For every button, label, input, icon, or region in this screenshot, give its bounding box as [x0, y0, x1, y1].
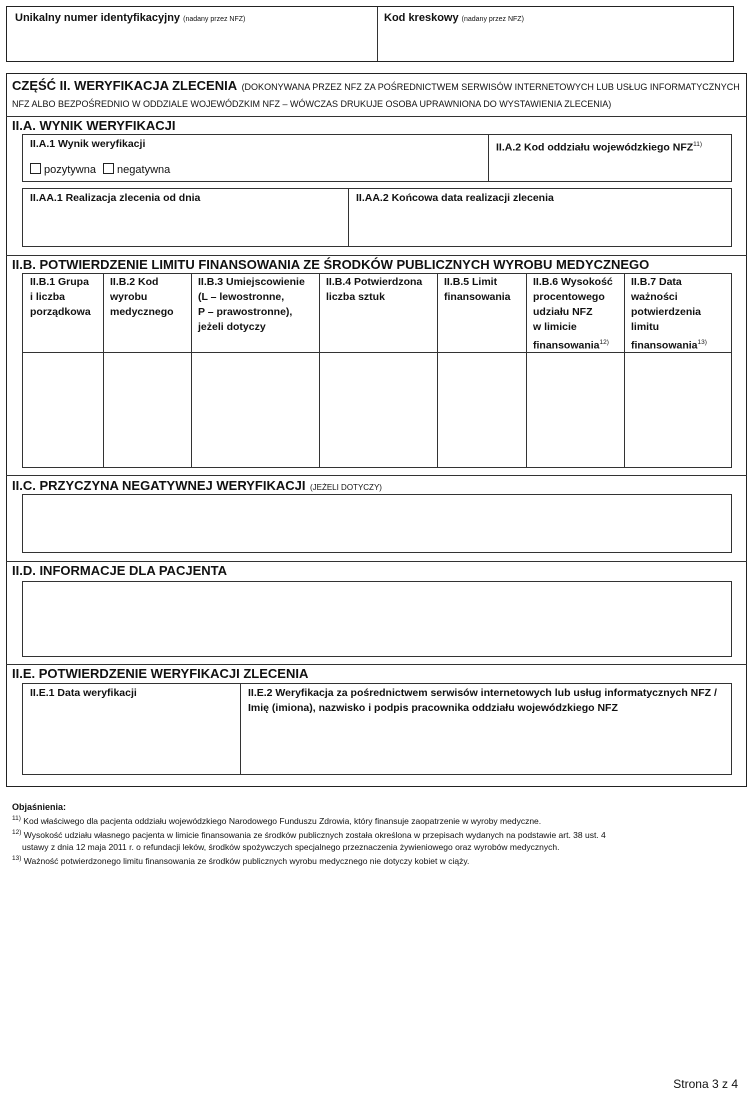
section-e-box	[22, 683, 732, 775]
table-header-line: II.B.6 Wysokość	[533, 276, 613, 288]
table-header-cell	[110, 275, 174, 320]
positive-label: pozytywna	[44, 164, 96, 176]
a1-options	[30, 163, 170, 176]
e1-label: II.E.1 Data weryfikacji	[30, 687, 137, 699]
table-header-line: II.B.5 Limit	[444, 276, 498, 288]
footnote-11-text: Kod właściwego dla pacjenta oddziału wojewódzkiego Narodowego Funduszu Zdrowia, który finansuje zaopatrzenie w wyroby medyczne.	[23, 815, 542, 826]
table-header-sup: 12)	[599, 339, 609, 346]
part2-title: CZĘŚĆ II. WERYFIKACJA ZLECENIA	[12, 78, 238, 93]
a2-sup: 11)	[693, 141, 703, 148]
table-header-cell	[444, 275, 511, 305]
table-header-line: ważności	[631, 291, 678, 303]
e2-label	[248, 686, 728, 716]
a2-label: II.A.2 Kod oddziału wojewódzkiego NFZ	[496, 141, 694, 154]
aa1-label: II.AA.1 Realizacja zlecenia od dnia	[30, 192, 201, 204]
table-header-line: II.B.2 Kod	[110, 276, 159, 288]
section-d-input[interactable]	[22, 581, 732, 657]
barcode-label-wrap	[384, 12, 524, 24]
footnote-12-cont: ustawy z dnia 12 maja 2011 r. o refundacji leków, środków spożywczych specjalnego przeznaczenia żywieniowego oraz wyrobów medycznych.	[22, 841, 560, 852]
table-header-line: finansowania	[444, 291, 511, 303]
table-header-line: P – prawostronne),	[198, 306, 293, 318]
barcode-label: Kod kreskowy	[384, 12, 459, 24]
table-header-cell	[631, 275, 707, 354]
part2-header	[12, 78, 742, 112]
table-header-line: limitu	[631, 321, 659, 333]
table-header-line: w limicie	[533, 321, 577, 333]
id-label: Unikalny numer identyfikacyjny	[15, 12, 181, 24]
footnote-12-sup: 12)	[12, 828, 22, 836]
table-header-line: finansowania	[631, 339, 698, 352]
part2-desc-1: (DOKONYWANA PRZEZ NFZ ZA POŚREDNICTWEM SERWISÓW INTERNETOWYCH LUB USŁUG INFORMATYCZNYCH	[241, 82, 740, 92]
table-header-cell	[198, 275, 305, 335]
footnote-13	[12, 853, 742, 867]
negative-checkbox[interactable]	[103, 163, 114, 174]
footnote-13-text: Ważność potwierdzonego limitu finansowania ze środków publicznych wyrobu medycznego nie dotyczy kobiet w ciąży.	[23, 855, 470, 866]
footnotes	[12, 801, 742, 866]
negative-label: negatywna	[117, 164, 171, 176]
footnote-12-text-1: Wysokość udziału własnego pacjenta w limicie finansowania ze środków publicznych została określona w przepisach wydanych na podstawie art. 38 ust. 4	[23, 829, 606, 840]
table-header-line: medycznego	[110, 306, 174, 318]
table-header-line: i liczba	[30, 291, 66, 303]
footnote-11-sup: 11)	[12, 815, 21, 822]
table-header-line: porządkowa	[30, 306, 91, 318]
table-header-line: finansowania	[533, 339, 600, 352]
id-note: (nadany przez NFZ)	[183, 16, 246, 23]
table-header-sup: 13)	[697, 339, 707, 346]
section-aa-box	[22, 188, 732, 247]
aa2-label: II.AA.2 Końcowa data realizacji zlecenia	[356, 192, 554, 204]
table-header-line: potwierdzenia	[631, 306, 702, 318]
table-header-line: II.B.4 Potwierdzona	[326, 276, 423, 288]
table-header-line: (L – lewostronne,	[198, 291, 285, 303]
a1-label: II.A.1 Wynik weryfikacji	[30, 138, 146, 150]
section-c-title: II.C. PRZYCZYNA NEGATYWNEJ WERYFIKACJI	[12, 478, 306, 493]
part2-desc-2: NFZ ALBO BEZPOŚREDNIO W ODDZIALE WOJEWÓDZKIM NFZ – WÓWCZAS DRUKUJE OSOBA UPRAWNIONA DO WYSTAWIENIA ZLECENIA)	[12, 99, 612, 109]
e2-line1: II.E.2 Weryfikacja za pośrednictwem serwisów internetowych lub usług informatycznych NFZ /	[248, 687, 717, 699]
footnote-13-sup: 13)	[12, 854, 22, 862]
page-number: Strona 3 z 4	[673, 1077, 738, 1091]
a2-label-wrap	[496, 137, 702, 156]
table-header-cell	[326, 275, 422, 305]
footnotes-title: Objaśnienia:	[12, 802, 67, 812]
top-identification-box	[6, 6, 734, 62]
section-c-header	[12, 477, 382, 495]
table-header-line: wyrobu	[110, 291, 148, 303]
section-d-title: II.D. INFORMACJE DLA PACJENTA	[12, 563, 227, 578]
section-e-title: II.E. POTWIERDZENIE WERYFIKACJI ZLECENIA	[12, 666, 309, 681]
table-header-line: udziału NFZ	[533, 306, 593, 318]
footnote-12	[12, 827, 742, 841]
e2-line2: Imię (imiona), nazwisko i podpis pracownika oddziału wojewódzkiego NFZ	[248, 702, 618, 714]
barcode-note: (nadany przez NFZ)	[461, 16, 524, 23]
section-c-note: (JEŻELI DOTYCZY)	[309, 483, 382, 492]
table-header-line: jeżeli dotyczy	[198, 321, 266, 333]
section-c-input[interactable]	[22, 494, 732, 553]
section-b-title: II.B. POTWIERDZENIE LIMITU FINANSOWANIA ZE ŚRODKÓW PUBLICZNYCH WYROBU MEDYCZNEGO	[12, 257, 650, 272]
table-header-cell	[533, 275, 613, 354]
table-header-line: II.B.1 Grupa	[30, 276, 89, 288]
table-header-line: procentowego	[533, 291, 605, 303]
table-header-line: II.B.3 Umiejscowienie	[198, 276, 305, 288]
table-header-line: liczba sztuk	[326, 291, 385, 303]
table-header-line: II.B.7 Data	[631, 276, 682, 288]
positive-checkbox[interactable]	[30, 163, 41, 174]
section-a-top-box	[22, 134, 732, 182]
table-header-cell	[30, 275, 91, 320]
id-label-wrap	[15, 12, 245, 24]
footnote-11	[12, 813, 742, 827]
section-b-table	[22, 273, 732, 468]
section-a-title: II.A. WYNIK WERYFIKACJI	[12, 118, 176, 133]
